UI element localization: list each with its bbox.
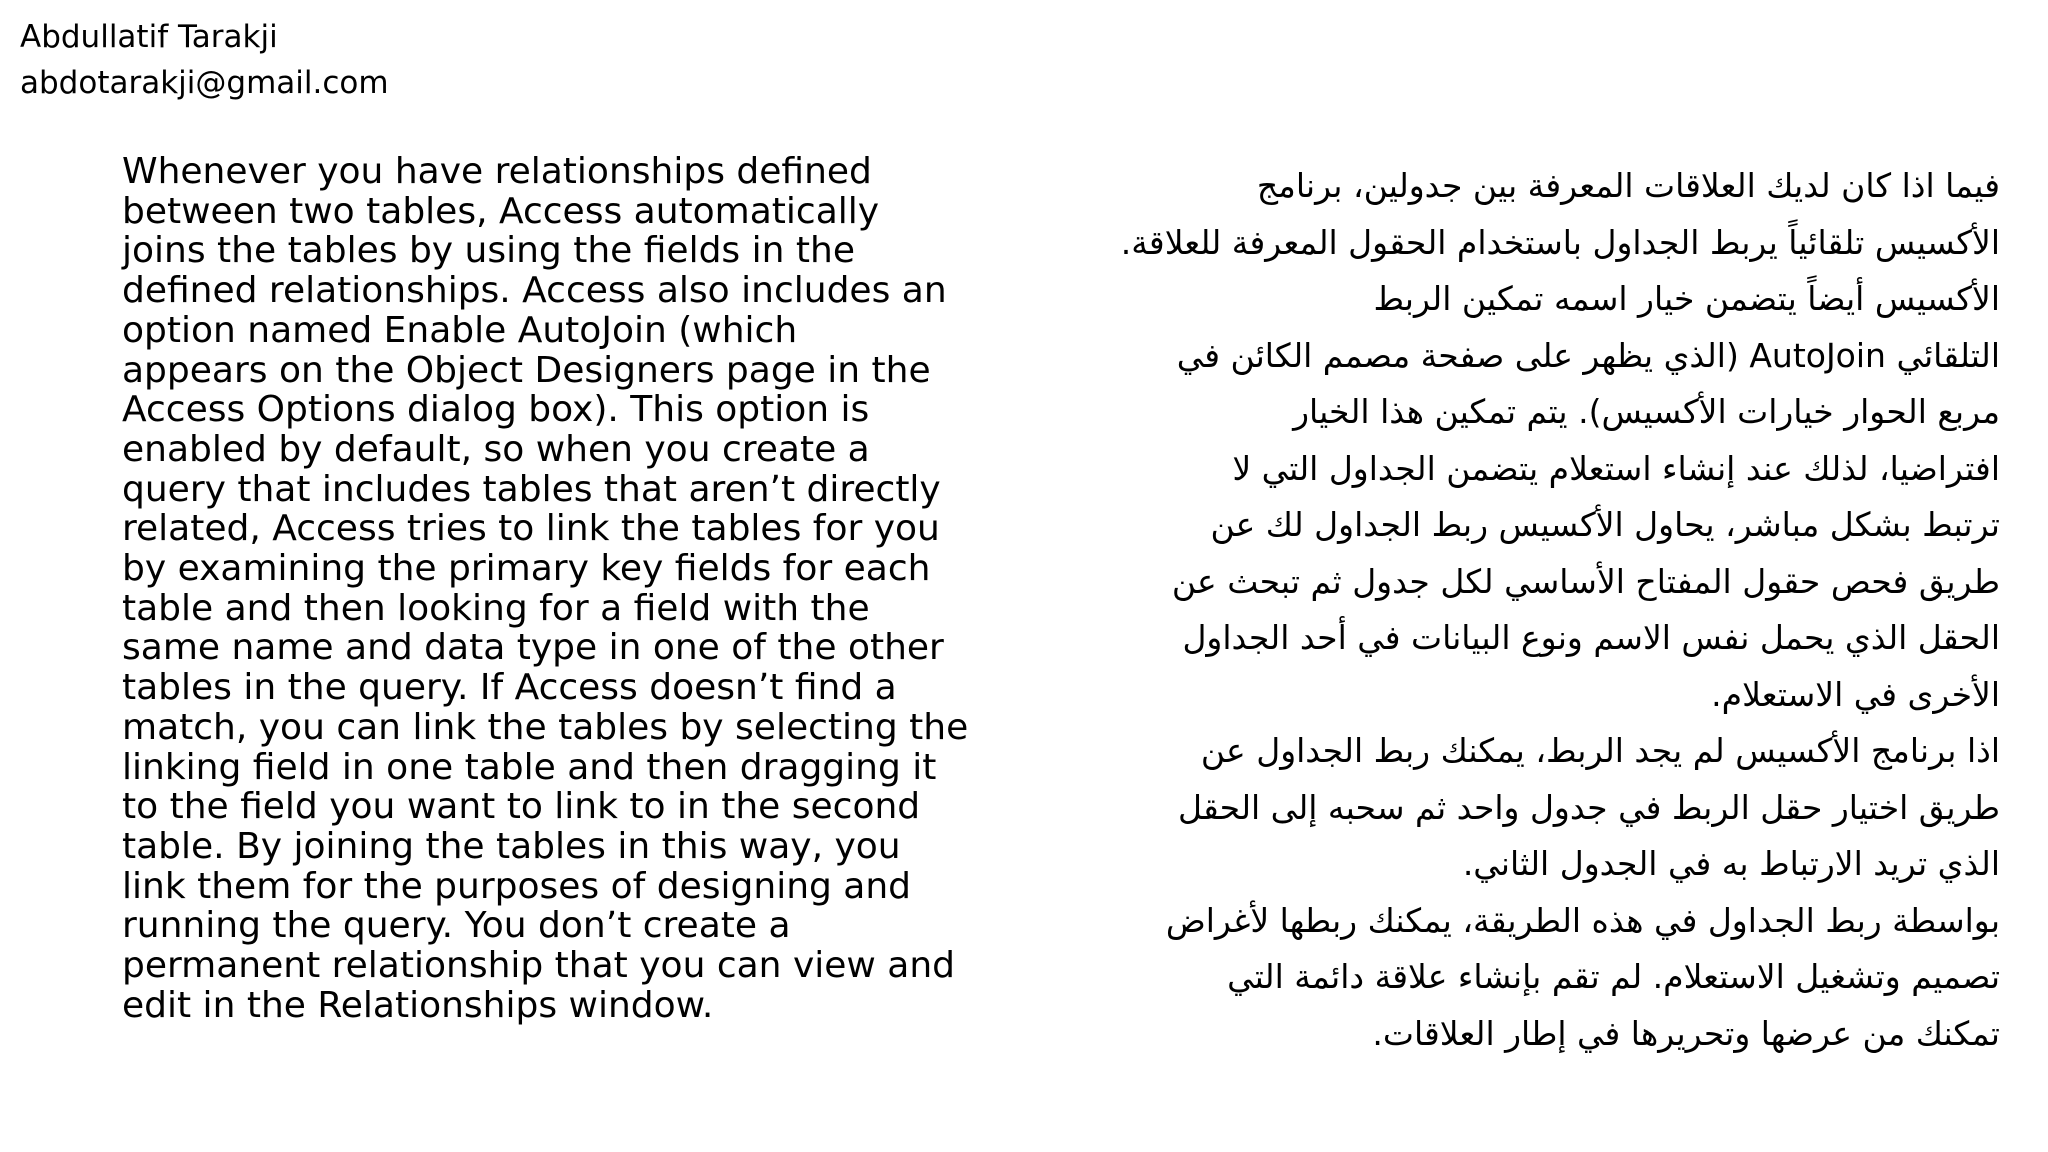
english-line: related, Access tries to link the tables for you	[122, 508, 940, 550]
english-line: defined relationships. Access also includes an	[122, 270, 947, 312]
arabic-line: الأكسيس تلقائياً يربط الجداول باستخدام الحقول المعرفة للعلاقة.	[1120, 222, 2000, 262]
arabic-line: الأكسيس أيضاً يتضمن خيار اسمه تمكين الربط	[1373, 279, 2000, 318]
arabic-line: فيما اذا كان لديك العلاقات المعرفة بين جدولين، برنامج	[1256, 166, 2000, 205]
english-line: same name and data type in one of the other	[122, 627, 944, 669]
english-line: tables in the query. If Access doesn’t find a	[122, 667, 897, 709]
arabic-line: افتراضيا، لذلك عند إنشاء استعلام يتضمن الجداول التي لا	[1232, 448, 2000, 488]
english-line: option named Enable AutoJoin (which	[122, 309, 798, 351]
english-line: to the field you want to link to in the second	[122, 786, 921, 828]
english-line: linking field in one table and then dragging it	[122, 746, 937, 788]
author-block	[20, 14, 389, 106]
arabic-line: تصميم وتشغيل الاستعلام. لم تقم بإنشاء علاقة دائمة التي	[1227, 957, 2000, 996]
english-line: link them for the purposes of designing and	[122, 865, 912, 907]
english-line: joins the tables by using the fields in the	[122, 230, 855, 272]
english-line: between two tables, Access automatically	[122, 190, 880, 232]
arabic-line: ترتبط بشكل مباشر، يحاول الأكسيس ربط الجداول لك عن	[1210, 505, 2000, 544]
author-email: abdotarakji@gmail.com	[20, 65, 389, 101]
arabic-line: طريق فحص حقول المفتاح الأساسي لكل جدول ثم تبحث عن	[1171, 561, 2000, 601]
english-line: running the query. You don’t create a	[122, 905, 791, 947]
arabic-line: بواسطة ربط الجداول في هذه الطريقة، يمكنك ربطها لأغراض	[1165, 900, 2000, 940]
arabic-line: التلقائي AutoJoin (الذي يظهر على صفحة مصمم الكائن في	[1176, 335, 2000, 375]
arabic-line: الأخرى في الاستعلام.	[1711, 674, 2000, 714]
english-line: query that includes tables that aren’t directly	[122, 468, 941, 510]
english-line: table and then looking for a field with the	[122, 587, 870, 629]
arabic-line: اذا برنامج الأكسيس لم يجد الربط، يمكنك ربط الجداول عن	[1200, 731, 2000, 770]
english-line: table. By joining the tables in this way, you	[122, 825, 901, 867]
english-line: Access Options dialog box). This option is	[122, 389, 870, 431]
arabic-line: الذي تريد الارتباط به في الجدول الثاني.	[1462, 844, 2000, 883]
english-line: appears on the Object Designers page in the	[122, 349, 931, 391]
arabic-line: تمكنك من عرضها وتحريرها في إطار العلاقات.	[1372, 1013, 2000, 1053]
english-line: edit in the Relationships window.	[122, 984, 714, 1026]
english-line: enabled by default, so when you create a	[122, 428, 870, 470]
arabic-line: طريق اختيار حقل الربط في جدول واحد ثم سحبه إلى الحقل	[1177, 787, 2000, 827]
english-paragraph	[122, 152, 1022, 1025]
author-name: Abdullatif Tarakji	[20, 19, 278, 55]
arabic-line: مربع الحوار خيارات الأكسيس). يتم تمكين هذا الخيار	[1293, 392, 2000, 431]
arabic-paragraph	[1000, 158, 2000, 1062]
english-line: permanent relationship that you can view and	[122, 945, 956, 987]
english-line: Whenever you have relationships defined	[122, 151, 872, 192]
arabic-line: الحقل الذي يحمل نفس الاسم ونوع البيانات في أحد الجداول	[1182, 618, 2000, 657]
english-line: by examining the primary key fields for each	[122, 548, 931, 590]
english-line: match, you can link the tables by selecting the	[122, 706, 969, 748]
